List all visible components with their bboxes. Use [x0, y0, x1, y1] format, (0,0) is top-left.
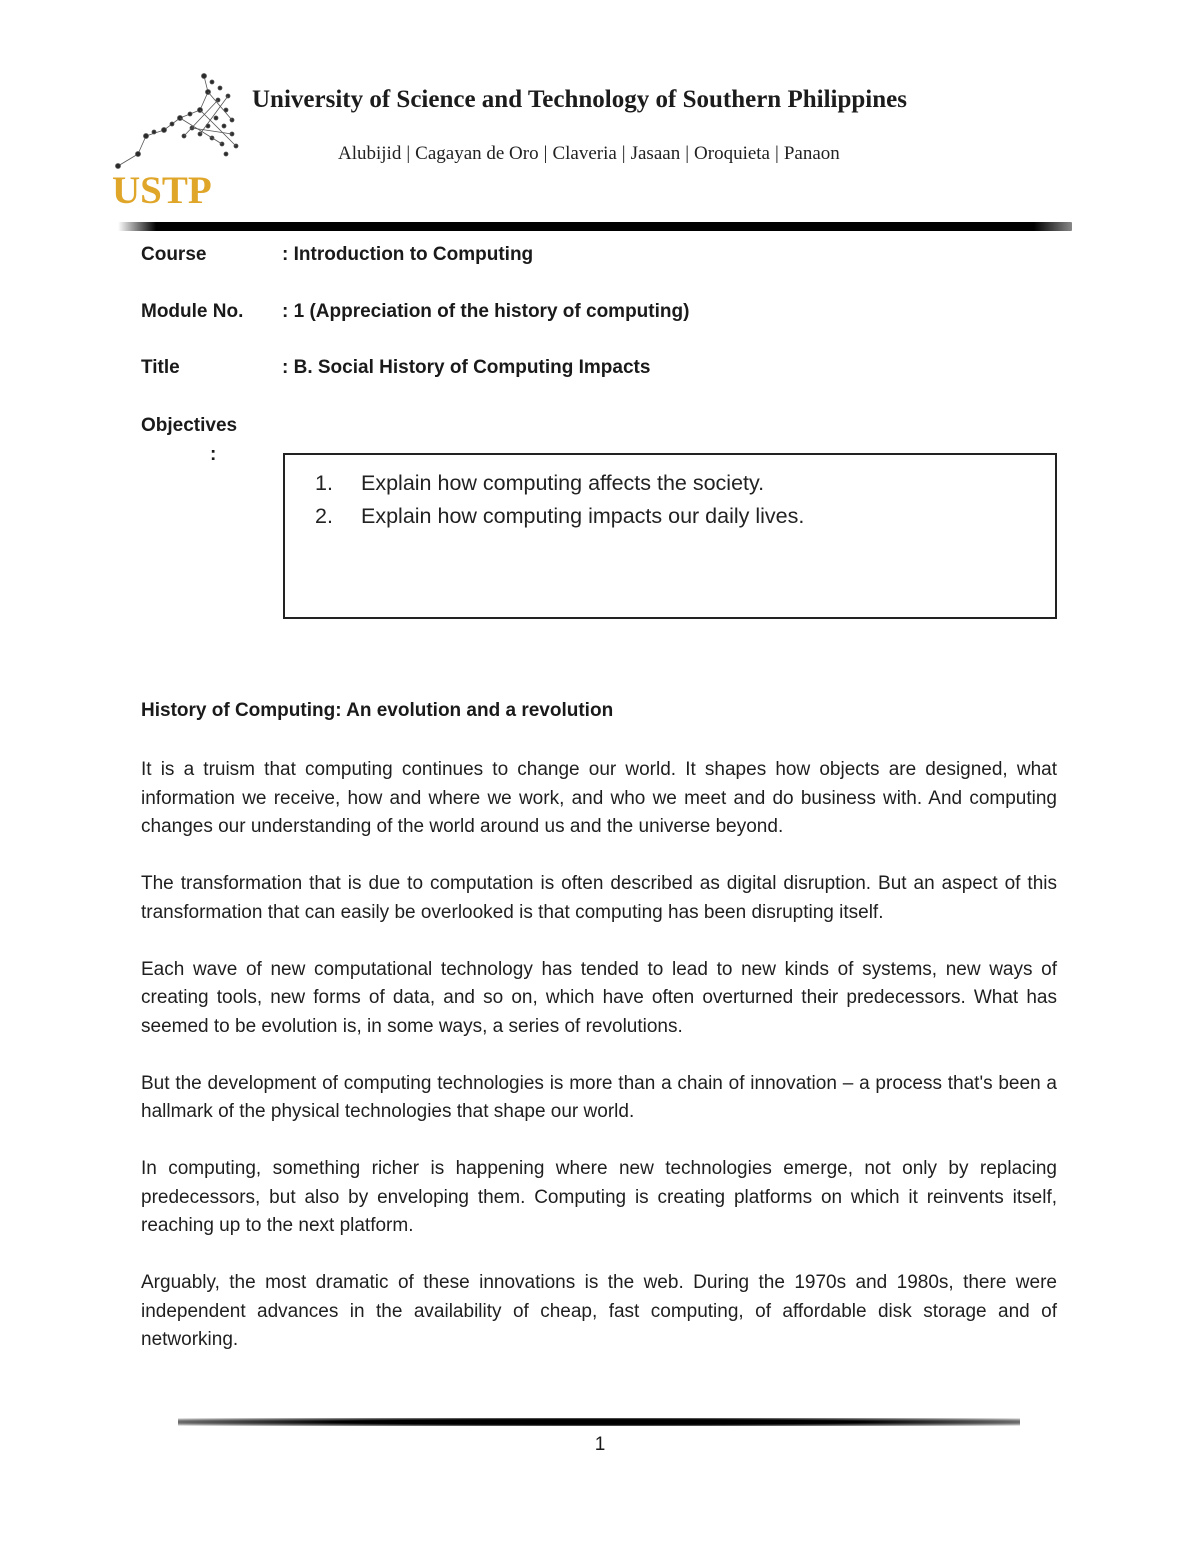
- campus-claveria: Claveria: [552, 143, 617, 164]
- objective-item: [315, 500, 804, 533]
- campus-separator: |: [621, 143, 626, 164]
- campus-jasaan: Jasaan: [630, 143, 681, 164]
- logo-wordmark: USTP: [112, 169, 212, 212]
- paragraph: In computing, something richer is happening where new technologies emerge, not only by replacing predecessors, but also by enveloping them. Computing is creating platforms on which it reinvents itself, reaching up to the next platform.: [141, 1158, 1057, 1236]
- objective-item: [315, 467, 804, 500]
- campus-oroquieta: Oroquieta: [694, 143, 770, 164]
- course-label: Course: [141, 244, 207, 265]
- footer-divider: [178, 1418, 1020, 1426]
- paragraph: It is a truism that computing continues to change our world. It shapes how objects are designed, what information we receive, how and where we work, and who we meet and do business with. And computing changes our understanding of the world around us and the universe beyond.: [141, 759, 1057, 837]
- objective-number: 2.: [315, 504, 333, 528]
- objective-number: 1.: [315, 471, 333, 495]
- campus-alubijid: Alubijid: [338, 143, 402, 164]
- paragraph: But the development of computing technologies is more than a chain of innovation – a process that's been a hallmark of the physical technologies that shape our world.: [141, 1072, 1057, 1122]
- campus-list: [338, 143, 840, 165]
- campus-separator: |: [543, 143, 548, 164]
- course-value: : Introduction to Computing: [282, 244, 534, 265]
- objective-text: Explain how computing impacts our daily lives.: [361, 504, 805, 528]
- university-name: University of Science and Technology of Southern Philippines: [252, 86, 907, 113]
- objectives-list: [315, 467, 804, 533]
- page-number: 1: [594, 1434, 606, 1455]
- objectives-box: [283, 453, 1057, 619]
- paragraph: Arguably, the most dramatic of these innovations is the web. During the 1970s and 1980s, there were independent advances in the availability of cheap, fast computing, of affordable disk storage and of networking.: [141, 1272, 1057, 1350]
- campus-cagayan-de-oro: Cagayan de Oro: [415, 143, 539, 164]
- module-value: : 1 (Appreciation of the history of computing): [282, 301, 690, 322]
- paragraph: The transformation that is due to computation is often described as digital disruption. But an aspect of this transformation that can easily be overlooked is that computing has been disrupting itself.: [141, 873, 1057, 923]
- campus-separator: |: [406, 143, 411, 164]
- objectives-colon: :: [210, 444, 217, 465]
- header-divider: [118, 222, 1072, 231]
- objectives-label: Objectives: [141, 415, 238, 436]
- ustp-logo: [108, 70, 248, 220]
- paragraph: Each wave of new computational technology has tended to lead to new kinds of systems, new ways of creating tools, new forms of data, and so on, which have often overturned their predecessors. What has seemed to be evolution is, in some ways, a series of revolutions.: [141, 958, 1057, 1037]
- campus-panaon: Panaon: [783, 143, 840, 164]
- module-label: Module No.: [141, 301, 244, 322]
- campus-separator: |: [775, 143, 779, 164]
- network-dots-emblem: [108, 70, 248, 170]
- campus-separator: |: [685, 143, 690, 164]
- title-label: Title: [141, 357, 180, 378]
- title-value: : B. Social History of Computing Impacts: [282, 357, 651, 378]
- objective-text: Explain how computing affects the society.: [361, 471, 765, 495]
- body-text: [141, 756, 1057, 1383]
- section-heading: History of Computing: An evolution and a revolution: [141, 700, 614, 721]
